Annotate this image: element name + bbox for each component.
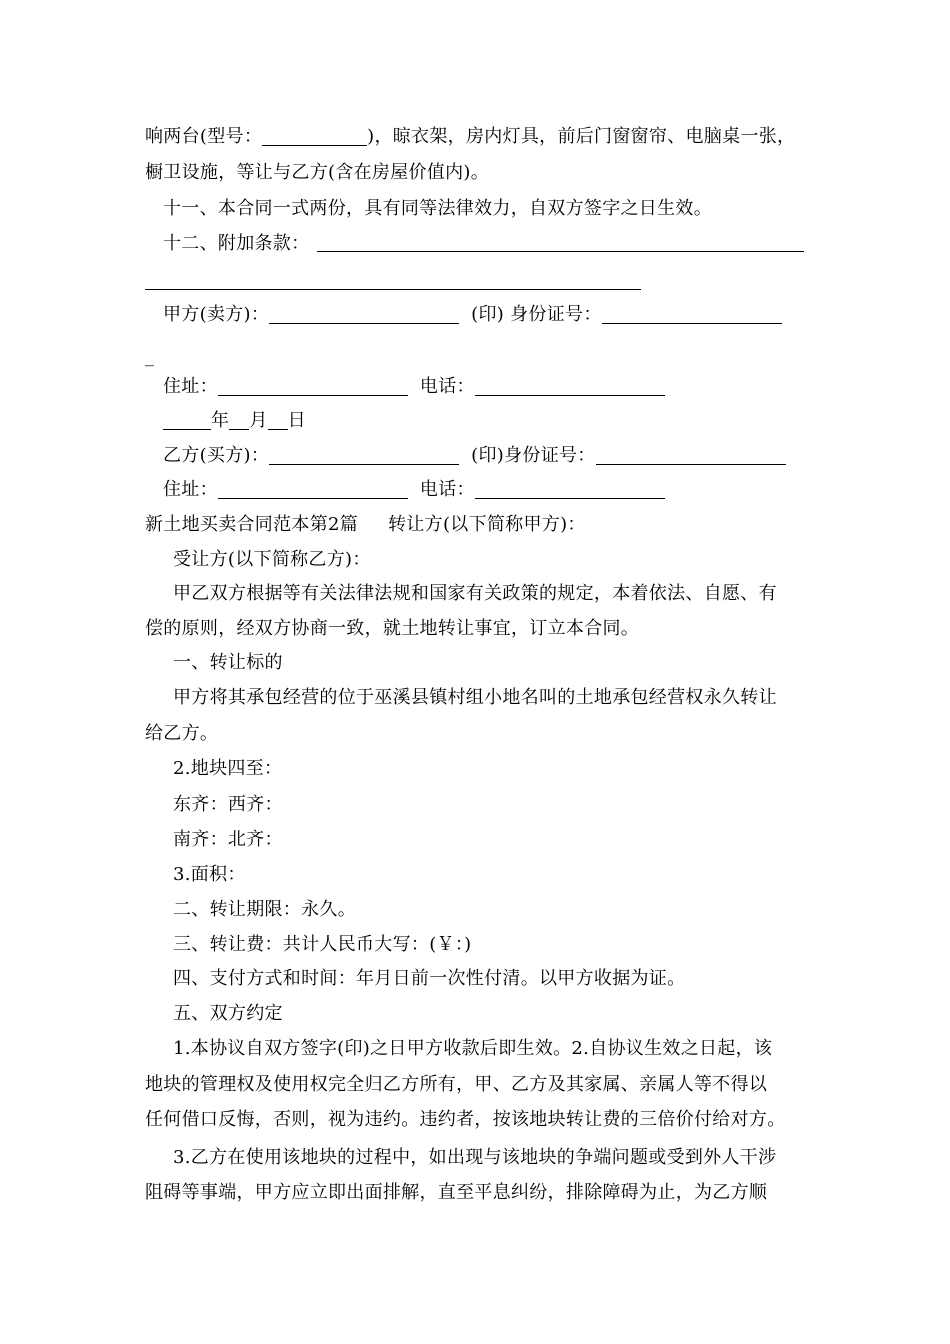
text-line: 橱卫设施，等让与乙方(含在房屋价值内)。 <box>145 162 490 183</box>
text-line: 甲乙双方根据等有关法律法规和国家有关政策的规定，本着依法、自愿、有 <box>173 583 777 604</box>
section-heading: 五、双方约定 <box>173 1003 283 1024</box>
text-line: 地块的管理权及使用权完全归乙方所有，甲、乙方及其家属、亲属人等不得以 <box>145 1074 768 1095</box>
text-line: 东齐：西齐： <box>173 794 283 815</box>
clause-11: 十一、本合同一式两份，具有同等法律效力，自双方签字之日生效。 <box>163 198 712 219</box>
blank-field <box>269 301 459 324</box>
date-line <box>163 404 306 438</box>
address-label: 住址： <box>163 479 218 500</box>
address-label: 住址： <box>163 376 218 397</box>
text-line: 3.面积： <box>173 864 246 885</box>
text-line: 甲方将其承包经营的位于巫溪县镇村组小地名叫的土地承包经营权永久转让 <box>173 687 777 708</box>
seller-address-line <box>163 370 665 404</box>
date-day-label: 日 <box>287 410 306 431</box>
date-year-label: 年 <box>211 410 230 431</box>
blank-field <box>229 407 249 430</box>
date-month-label: 月 <box>249 410 268 431</box>
text-segment: 响两台(型号： <box>145 126 263 147</box>
seller-label: 甲方(卖方)： <box>163 304 270 325</box>
blank-field <box>475 373 665 396</box>
blank-field <box>269 442 459 465</box>
buyer-line <box>163 439 786 473</box>
text-line: _ <box>145 346 155 367</box>
blank-field <box>262 123 367 146</box>
seller-line <box>163 298 782 332</box>
buyer-label: 乙方(买方)： <box>163 445 270 466</box>
buyer-address-line <box>163 473 665 507</box>
blank-field <box>602 301 782 324</box>
blank-field <box>268 407 288 430</box>
section-heading: 一、转让标的 <box>173 652 283 673</box>
blank-field <box>317 251 804 252</box>
section-heading: 二、转让期限：永久。 <box>173 899 356 920</box>
section-heading: 三、转让费：共计人民币大写：(￥：) <box>173 934 472 955</box>
blank-field <box>475 476 665 499</box>
text-line: 南齐：北齐： <box>173 829 283 850</box>
text-line: 阻碍等事端，甲方应立即出面排解，直至平息纠纷，排除障碍为止，为乙方顺 <box>145 1182 768 1203</box>
transferor-label: 转让方(以下简称甲方)： <box>388 514 586 535</box>
text-line <box>145 120 795 154</box>
text-line: 给乙方。 <box>145 723 219 744</box>
blank-field <box>145 289 641 290</box>
id-label: (印)身份证号： <box>471 445 596 466</box>
text-line: 2.地块四至： <box>173 758 283 779</box>
section-heading: 四、支付方式和时间：年月日前一次性付清。以甲方收据为证。 <box>173 968 686 989</box>
blank-field <box>596 442 786 465</box>
section-heading-line <box>145 508 586 542</box>
text-line: 3.乙方在使用该地块的过程中，如出现与该地块的争端问题或受到外人干涉 <box>173 1147 777 1168</box>
clause-12 <box>163 227 309 261</box>
text-line: 偿的原则，经双方协商一致，就土地转让事宜，订立本合同。 <box>145 618 640 639</box>
transferee-label: 受让方(以下简称乙方)： <box>173 549 371 570</box>
blank-field <box>218 476 408 499</box>
phone-label: 电话： <box>419 376 475 397</box>
blank-field <box>218 373 408 396</box>
phone-label: 电话： <box>419 479 475 500</box>
text-line: 任何借口反悔，否则，视为违约。违约者，按该地块转让费的三倍价付给对方。 <box>145 1109 786 1130</box>
section-title: 新土地买卖合同范本第2篇 <box>145 514 359 535</box>
text-segment: )，晾衣架，房内灯具，前后门窗窗帘、电脑桌一张， <box>367 126 796 147</box>
text-line: 1.本协议自双方签字(印)之日甲方收款后即生效。2.自协议生效之日起，该 <box>173 1038 773 1059</box>
blank-field <box>163 407 211 430</box>
clause-12-label: 十二、附加条款： <box>163 233 310 254</box>
id-label: (印) 身份证号： <box>471 304 602 325</box>
